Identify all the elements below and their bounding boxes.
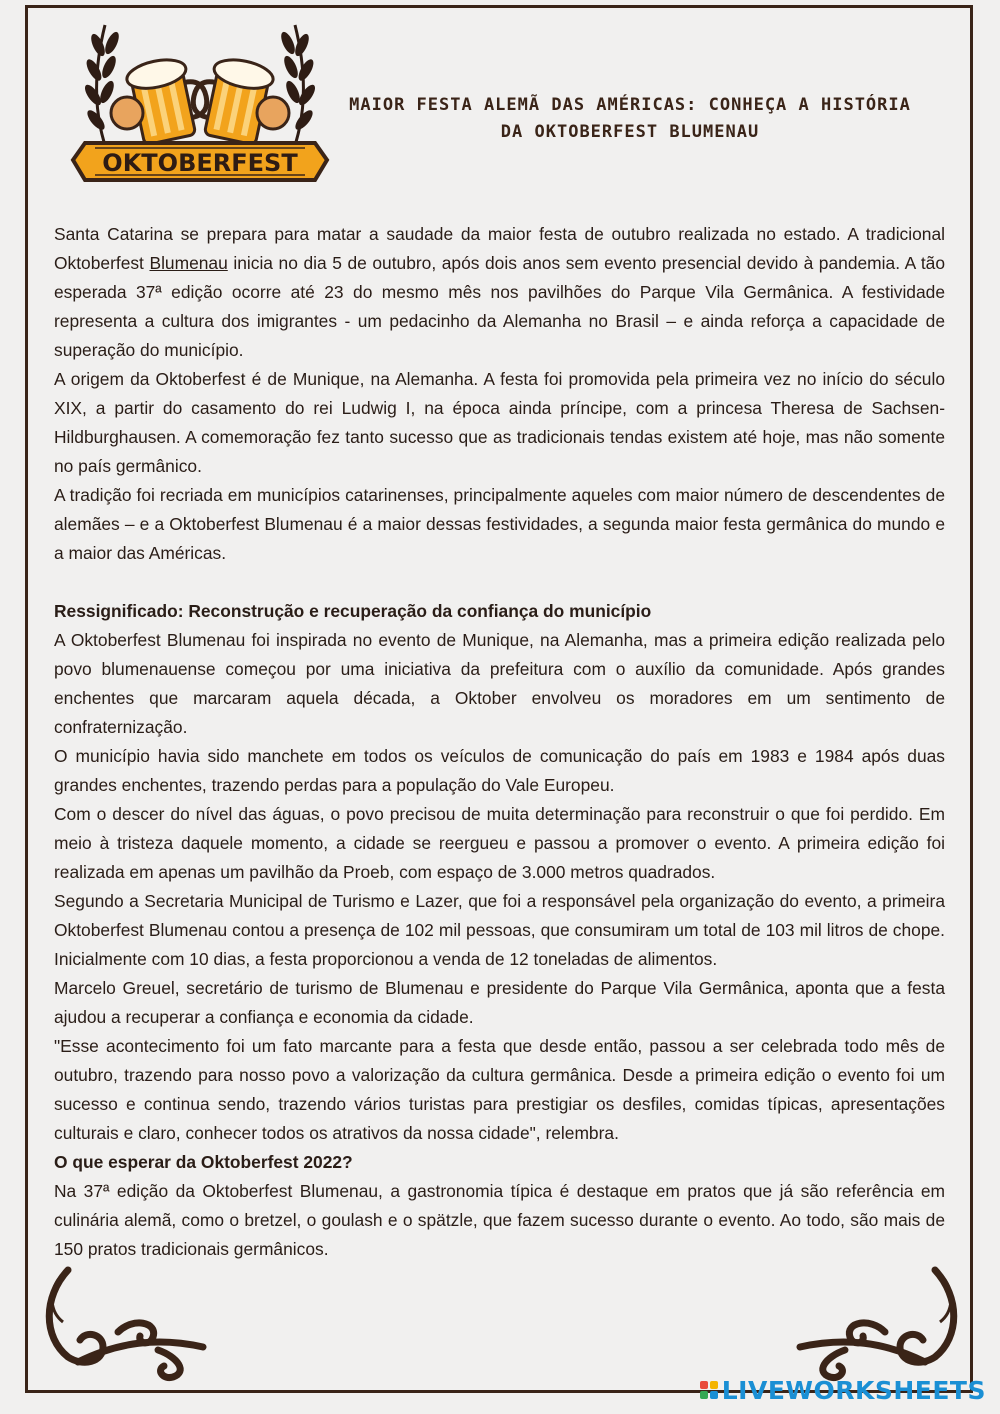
paragraph: Com o descer do nível das águas, o povo precisou de muita determinação para reconstruir o que foi perdido. Em meio à tristeza daquele momento, a cidade se reergueu e passou a promover o evento. A primeira edição foi realizada em apenas um pavilhão da Proeb, com espaço de 3.000 metros quadrados. (54, 804, 945, 882)
beer-mugs-icon (111, 52, 289, 146)
title-line-1: MAIOR FESTA ALEMÃ DAS AMÉRICAS: CONHEÇA A HISTÓRIA (349, 95, 911, 115)
blumenau-link[interactable]: Blumenau (149, 253, 228, 273)
paragraph: A origem da Oktoberfest é de Munique, na Alemanha. A festa foi promovida pela primeira vez no início do século XIX, a partir do casamento do rei Ludwig I, na época ainda príncipe, com a princesa Theresa de Sachsen-Hildburghausen. A comemoração fez tanto sucesso que as tradicionais tendas existem até hoje, mas não somente no país germânico. (54, 369, 945, 476)
paragraph: "Esse acontecimento foi um fato marcante para a festa que desde então, passou a ser celebrada todo mês de outubro, trazendo para nosso povo a valorização da cultura germânica. Desde a primeira edição o evento foi um sucesso e continua sendo, trazendo vários turistas para prestigiar os desfiles, comidas típicas, apresentações culturais e claro, conhecer todos os atrativos da nossa cidade", relembra. (54, 1036, 945, 1143)
corner-ornament-right-icon (785, 1262, 965, 1384)
liveworksheets-logo-icon (700, 1381, 718, 1399)
title-line-2: DA OKTOBERFEST BLUMENAU (500, 122, 760, 142)
paragraph: Na 37ª edição da Oktoberfest Blumenau, a gastronomia típica é destaque em pratos que já são referência em culinária alemã, como o bretzel, o goulash e o spätzle, que fazem sucesso durante o evento. Ao todo, são mais de 150 pratos tradicionais germânicos. (54, 1181, 945, 1259)
brand-name: LIVEWORKSHEETS (721, 1375, 986, 1405)
logo-text: OKTOBERFEST (102, 149, 298, 177)
article-body (54, 220, 945, 1264)
paragraph: O município havia sido manchete em todos os veículos de comunicação do país em 1983 e 1984 após duas grandes enchentes, trazendo perdas para a população do Vale Europeu. (54, 746, 945, 795)
section-heading: Ressignificado: Reconstrução e recuperação da confiança do município (54, 601, 652, 621)
paragraph: A tradição foi recriada em municípios catarinenses, principalmente aqueles com maior número de descendentes de alemães – e a Oktoberfest Blumenau é a maior dessas festividades, a segunda maior festa germânica do mundo e a maior das Américas. (54, 485, 945, 563)
paragraph: Marcelo Greuel, secretário de turismo de Blumenau e presidente do Parque Vila Germânica, aponta que a festa ajudou a recuperar a confiança e economia da cidade. (54, 978, 945, 1027)
paragraph: A Oktoberfest Blumenau foi inspirada no evento de Munique, na Alemanha, mas a primeira edição realizada pelo povo blumenauense começou por uma iniciativa da prefeitura com o auxílio da comunidade. Após grandes enchentes que marcaram aquela década, a Oktober envolveu os moradores em um sentimento de confraternização. (54, 630, 945, 737)
oktoberfest-logo (65, 15, 335, 190)
page-title (330, 92, 930, 146)
paragraph: Santa Catarina se prepara para matar a saudade da maior festa de outubro realizada no estado. A tradicional Oktoberfest Blumenau inicia no dia 5 de outubro, após dois anos sem evento presencial devido à pandemia. A tão esperada 37ª edição ocorre até 23 do mesmo mês nos pavilhões do Parque Vila Germânica. A festividade representa a cultura dos imigrantes - um pedacinho da Alemanha no Brasil – e ainda reforça a capacidade de superação do município. (54, 224, 946, 360)
corner-ornament-left-icon (38, 1262, 218, 1384)
section-heading: O que esperar da Oktoberfest 2022? (54, 1152, 353, 1172)
paragraph: Segundo a Secretaria Municipal de Turismo e Lazer, que foi a responsável pela organização do evento, a primeira Oktoberfest Blumenau contou a presença de 102 mil pessoas, que consumiram um total de 103 mil litros de chope. Inicialmente com 10 dias, a festa proporcionou a venda de 12 toneladas de alimentos. (54, 891, 945, 969)
liveworksheets-branding[interactable] (700, 1376, 986, 1404)
